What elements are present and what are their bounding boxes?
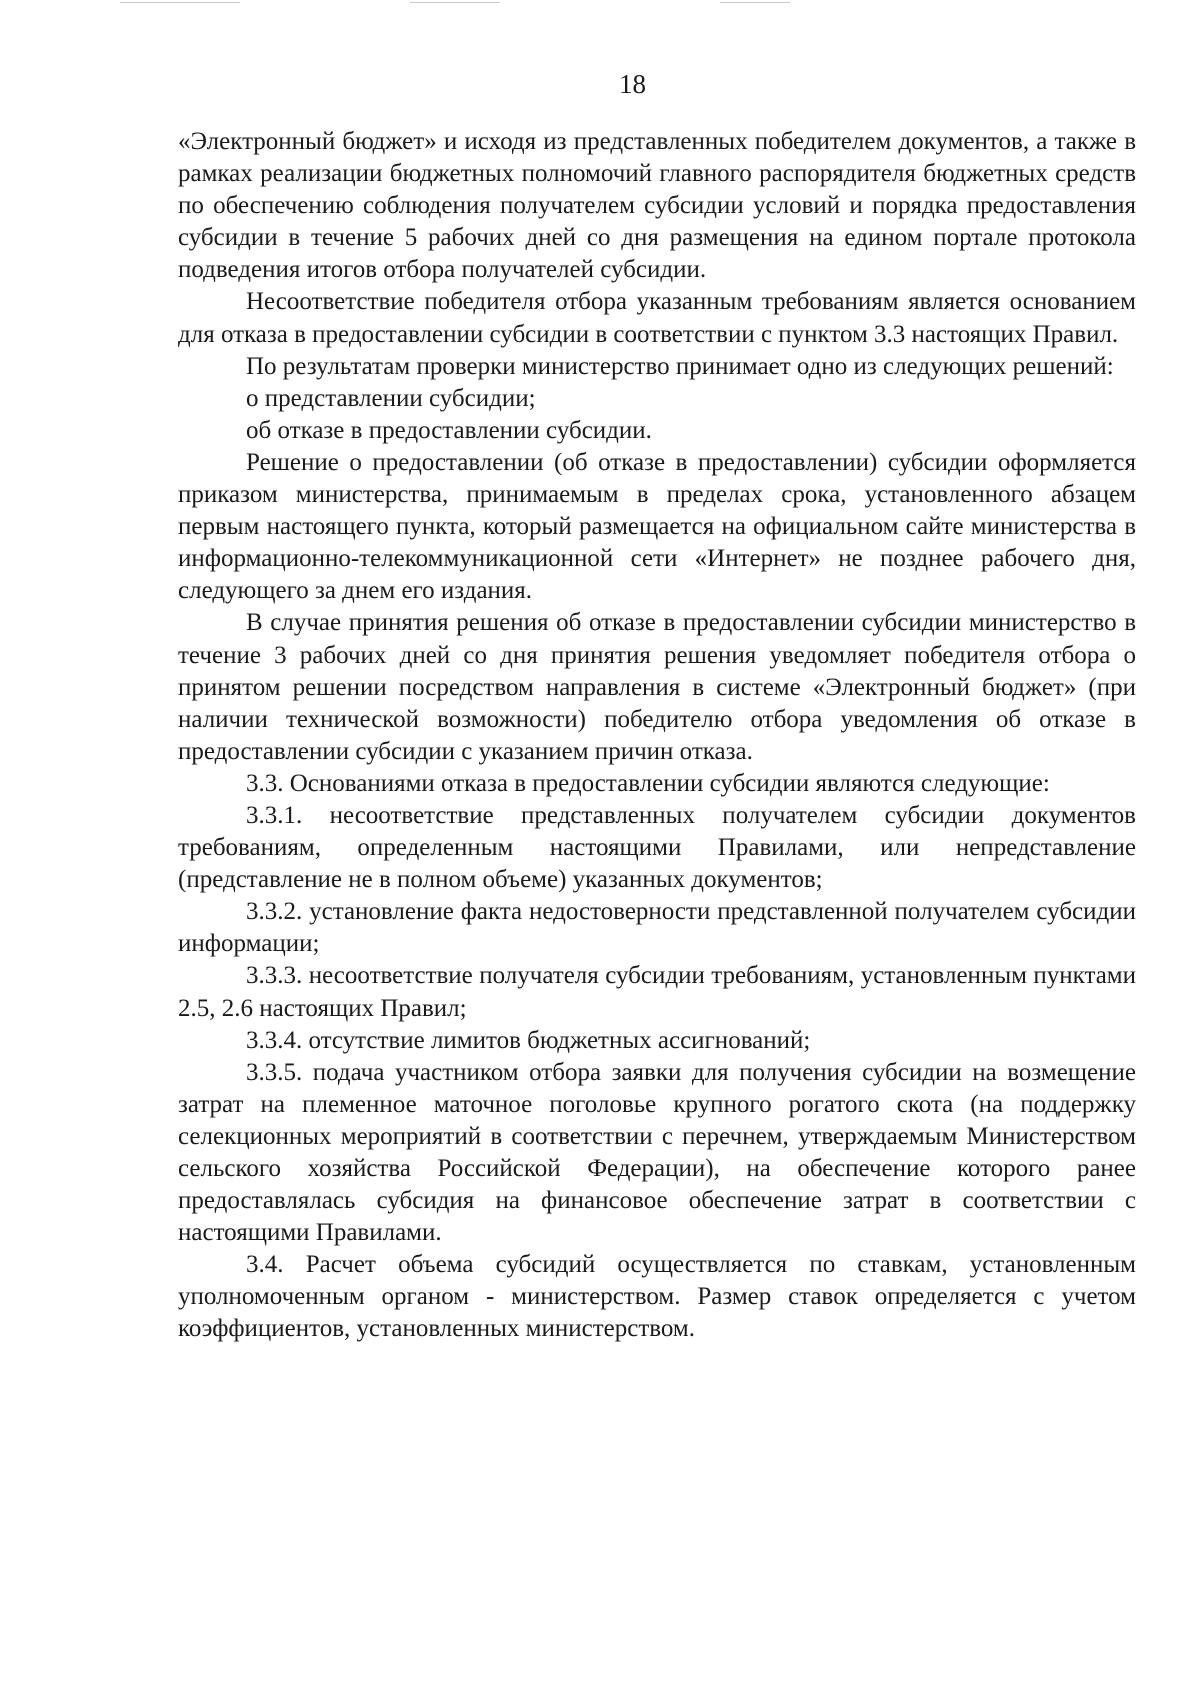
clause-3-3-3: 3.3.3. несоответствие получателя субсидии требованиям, установленным пунктами 2.5, 2.6 настоящих Правил; xyxy=(178,962,1136,1022)
clause-3-4: 3.4. Расчет объема субсидий осуществляется по ставкам, установленным уполномоченным органом - министерством. Размер ставок определяется с учетом коэффициентов, установленных министерством. xyxy=(178,1251,1136,1343)
clause-3-3-4: 3.3.4. отсутствие лимитов бюджетных ассигнований; xyxy=(246,1026,811,1054)
paragraph-decision-order: Решение о предоставлении (об отказе в предоставлении) субсидии оформляется приказом министерства, принимаемым в пределах срока, установленного абзацем первым настоящего пункта, который размещается на официальном сайте министерства в информационно-телекоммуникационной сети «Интернет» не позднее рабочего дня, следующего за днем его издания. xyxy=(178,448,1136,605)
paragraph-check-results: По результатам проверки министерство принимает одно из следующих решений: xyxy=(246,352,1114,380)
decision-option-refusal: об отказе в предоставлении субсидии. xyxy=(246,416,652,444)
page-number: 18 xyxy=(619,69,646,99)
clause-3-3: 3.3. Основаниями отказа в предоставлении субсидии являются следующие: xyxy=(246,769,1050,797)
paragraph-refusal-notice: В случае принятия решения об отказе в предоставлении субсидии министерство в течение 3 рабочих дней со дня принятия решения уведомляет победителя отбора о принятом решении посредством направления в системе «Электронный бюджет» (при наличии технической возможности) победителю отбора уведомления об отказе в предоставлении субсидии с указанием причин отказа. xyxy=(178,609,1136,765)
decision-option-grant: о представлении субсидии; xyxy=(246,384,536,412)
scan-artifact xyxy=(720,2,790,3)
clause-3-3-1: 3.3.1. несоответствие представленных получателем субсидии документов требованиям, определенным настоящими Правилами, или непредставление (представление не в полном объеме) указанных документов; xyxy=(178,801,1136,894)
clause-3-3-5: 3.3.5. подача участником отбора заявки для получения субсидии на возмещение затрат на племенное маточное поголовье крупного рогатого скота (на поддержку селекционных мероприятий в соответствии с перечнем, утверждаемым Министерством сельского хозяйства Российской Федерации), на обеспечение которого ранее предоставлялась субсидия на финансовое обеспечение затрат в соответствии с настоящими Правилами. xyxy=(178,1058,1136,1247)
clause-3-3-2: 3.3.2. установление факта недостоверности представленной получателем субсидии информации; xyxy=(178,898,1136,958)
scan-artifact xyxy=(120,2,240,3)
paragraph-continuation: «Электронный бюджет» и исходя из представленных победителем документов, а также в рамках реализации бюджетных полномочий главного распорядителя бюджетных средств по обеспечению соблюдения получателем субсидии условий и порядка предоставления субсидии в течение 5 рабочих дней со дня размещения на едином портале протокола подведения итогов отбора получателей субсидии. xyxy=(178,128,1136,284)
paragraph-noncompliance: Несоответствие победителя отбора указанным требованиям является основанием для отказа в предоставлении субсидии в соответствии с пунктом 3.3 настоящих Правил. xyxy=(178,288,1136,348)
scan-artifact xyxy=(410,2,500,3)
document-body xyxy=(178,126,1136,1346)
